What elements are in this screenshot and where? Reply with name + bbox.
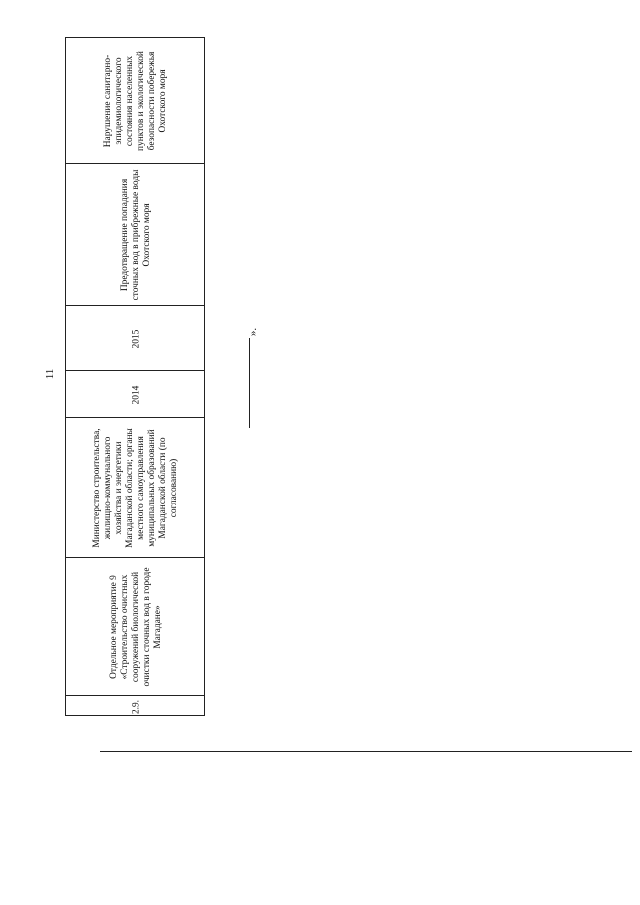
row-end-year-text: 2015 [130, 329, 141, 348]
row-executor-text: Министерство строительства, жилищно-коммунального хозяйства и энергетики Магаданской области; органы местного самоуправления муниципальных образований Магаданской области (по согласованию) [92, 428, 179, 548]
row-end-year [65, 305, 205, 370]
row-measure [65, 557, 205, 695]
row-start-year [65, 370, 205, 417]
row-result-text: Предотвращение попадания сточных вод в прибрежные воды Охотского моря [119, 169, 152, 301]
row-number-text: 2.9. [130, 699, 141, 714]
row-problem-text: Нарушение санитарно-эпидемиологического состояния населенных пунктов и экологической безопасности побережья Охотского моря [103, 51, 168, 151]
closing-line [249, 338, 250, 428]
page-number: 11 [44, 368, 56, 380]
program-table [65, 37, 205, 716]
row-result [65, 163, 205, 305]
row-number [65, 695, 205, 716]
row-measure-text: Отдельное мероприятие 9 «Строительство очистных сооружений биологической очистки сточных вод в городе Магадане» [108, 567, 163, 687]
row-problem [65, 37, 205, 163]
row-executor [65, 417, 205, 557]
row-start-year-text: 2014 [130, 385, 141, 404]
bottom-rule [100, 751, 632, 752]
closing-quote: ». [247, 327, 259, 337]
